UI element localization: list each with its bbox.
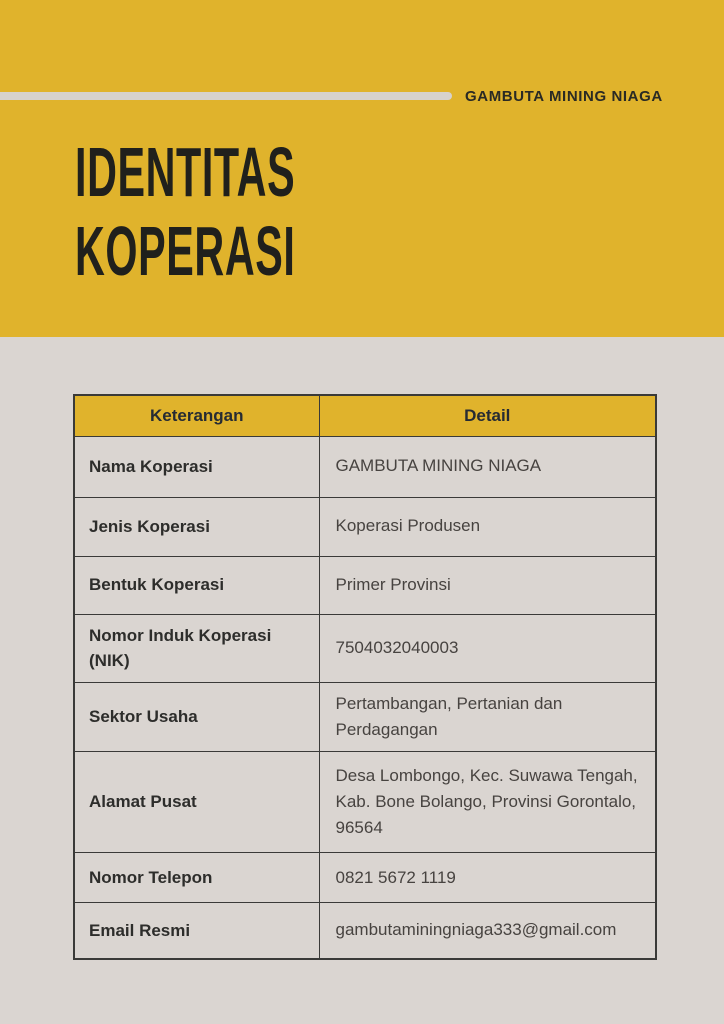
- row-label: Jenis Koperasi: [74, 497, 319, 556]
- row-label: Nomor Induk Koperasi (NIK): [74, 614, 319, 682]
- row-label: Nomor Telepon: [74, 853, 319, 903]
- row-value: Desa Lombongo, Kec. Suwawa Tengah, Kab. Bone Bolango, Provinsi Gorontalo, 96564: [319, 752, 656, 853]
- row-value: gambutaminingniaga333@gmail.com: [319, 903, 656, 959]
- page-title-line-2: KOPERASI: [75, 212, 296, 290]
- table-row: [74, 497, 656, 556]
- table-row: [74, 752, 656, 853]
- table-row: [74, 853, 656, 903]
- brand-name: GAMBUTA MINING NIAGA: [465, 87, 663, 105]
- table-header-row: [74, 395, 656, 436]
- row-value: GAMBUTA MINING NIAGA: [319, 436, 656, 497]
- identity-table: [73, 394, 657, 960]
- table-row: [74, 614, 656, 682]
- row-label: Nama Koperasi: [74, 436, 319, 497]
- page-title-line-1: IDENTITAS: [75, 133, 296, 211]
- row-value: Koperasi Produsen: [319, 497, 656, 556]
- row-label: Alamat Pusat: [74, 752, 319, 853]
- row-value: Primer Provinsi: [319, 556, 656, 614]
- hero-banner: [0, 0, 724, 337]
- brand-divider-line: [0, 92, 452, 100]
- row-value: Pertambangan, Pertanian dan Perdagangan: [319, 682, 656, 752]
- row-label: Email Resmi: [74, 903, 319, 959]
- row-label: Sektor Usaha: [74, 682, 319, 752]
- column-header-detail: Detail: [319, 395, 656, 436]
- table-row: [74, 436, 656, 497]
- page-title: [75, 133, 449, 291]
- row-value: 0821 5672 1119: [319, 853, 656, 903]
- table-row: [74, 682, 656, 752]
- column-header-keterangan: Keterangan: [74, 395, 319, 436]
- table-row: [74, 903, 656, 959]
- row-label: Bentuk Koperasi: [74, 556, 319, 614]
- table-row: [74, 556, 656, 614]
- row-value: 7504032040003: [319, 614, 656, 682]
